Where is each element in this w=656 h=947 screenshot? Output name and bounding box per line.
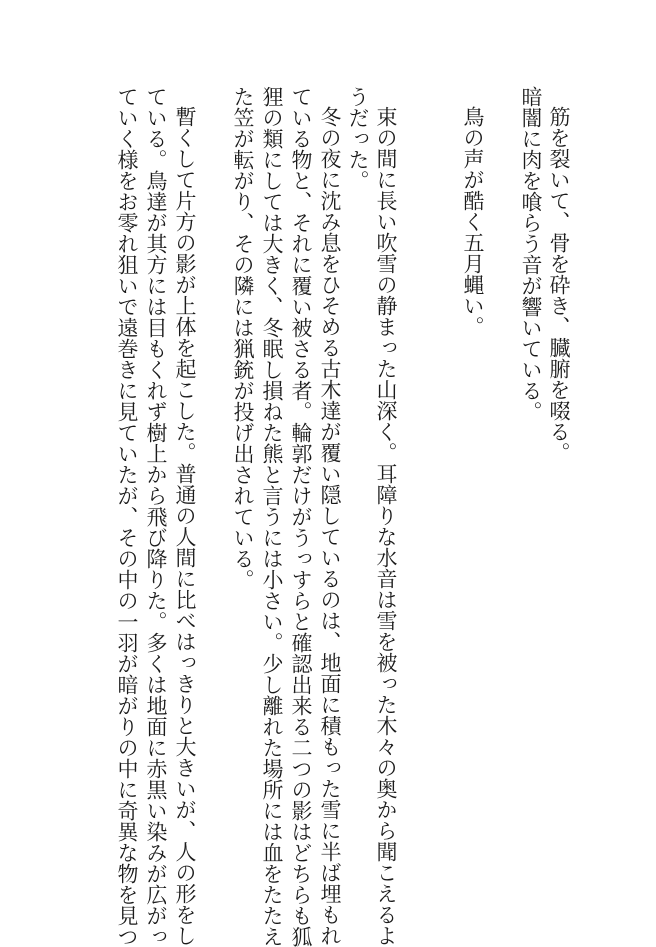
text-line-3: 鳥の声が酷く五月蝿い。 bbox=[461, 106, 485, 337]
text-line-4: 束の間に長い吹雪の静まった山深く。耳障りな水音は雪を被った木々の奥から聞こえるよ bbox=[374, 106, 398, 946]
text-line-1: 筋を裂いて、骨を砕き、臓腑を啜る。 bbox=[547, 106, 571, 463]
text-line-6: 冬の夜に沈み息をひそめる古木達が覆い隠しているのは、地面に積もった雪に半ば埋もれ bbox=[318, 106, 342, 946]
text-line-9: た笠が転がり、その隣には猟銃が投げ出されている。 bbox=[231, 86, 255, 590]
text-line-10: 暫くして片方の影が上体を起こした。普通の人間に比べはっきりと大きいが、人の形をし bbox=[173, 106, 197, 946]
text-line-12: ていく様をお零れ狙いで遠巻きに見ていたが、その中の一羽が暗がりの中に奇異な物を見つ bbox=[115, 86, 139, 947]
text-line-5: うだった。 bbox=[346, 86, 370, 191]
text-line-8: 狸の類にしては大きく、冬眠し損ねた熊と言うには小さい。少し離れた場所には血をたたえ bbox=[260, 86, 284, 947]
text-line-11: ている。鳥達が其方には目もくれず樹上から飛び降りた。多くは地面に赤黒い染みが広がっ bbox=[144, 86, 168, 947]
text-line-2: 暗闇に肉を喰らう音が響いている。 bbox=[519, 86, 543, 422]
text-line-7: ている物と、それに覆い被さる者。輪郭だけがうっすらと確認出来る二つの影はどちらも狐 bbox=[289, 86, 313, 947]
